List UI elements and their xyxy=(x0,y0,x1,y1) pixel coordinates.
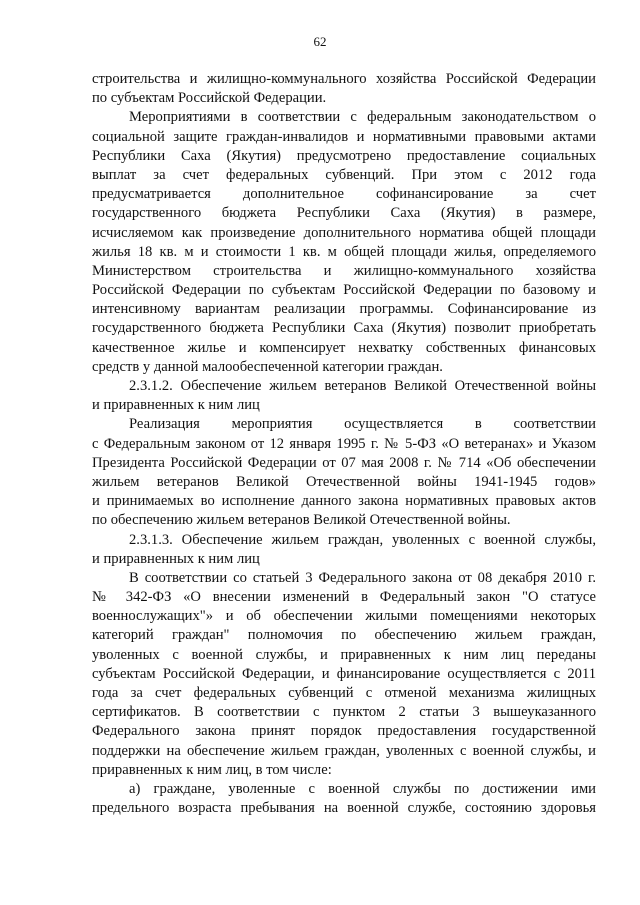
text-line: по обеспечению жильем ветеранов Великой Отечественной войны. xyxy=(92,512,511,529)
text-line: № 342-ФЗ «О внесении изменений в Федеральный закон "О статусе xyxy=(92,589,596,606)
text-line: субъектам Российской Федерации, и финансирование осуществляется с 2011 xyxy=(92,665,596,682)
text-line: социальной защите граждан-инвалидов и нормативными правовыми актами xyxy=(92,128,596,145)
text-line: Российской Федерации по субъектам Российской Федерации по базовому и xyxy=(92,282,596,299)
text-line: поддержки на обеспечение жильем граждан, уволенных с военной службы, и xyxy=(92,742,596,759)
text-line: государственного бюджета Республики Саха (Якутия) позволит приобретать xyxy=(92,320,596,337)
text-line: интенсивному вариантам реализации программы. Софинансирование из xyxy=(92,301,596,318)
text-line: исчисляемом как произведение дополнительного норматива общей площади xyxy=(92,224,596,241)
text-line: сертификатов. В соответствии с пунктом 2 статьи 3 вышеуказанного xyxy=(92,704,596,721)
text-line: качественное жилье и компенсирует нехватку собственных финансовых xyxy=(92,339,596,356)
text-line: категорий граждан" полномочия по обеспечению жильем граждан, xyxy=(92,627,596,644)
text-line: государственного бюджета Республики Саха (Якутия) в размере, xyxy=(92,205,596,222)
text-line: Президента Российской Федерации от 07 мая 2008 г. № 714 «Об обеспечении xyxy=(92,454,596,471)
text-line: приравненных к ним лиц, в том числе: xyxy=(92,761,332,778)
text-line: строительства и жилищно-коммунального хозяйства Российской Федерации xyxy=(92,71,596,87)
text-line: и приравненных к ним лиц xyxy=(92,550,260,567)
text-line: а) граждане, уволенные с военной службы по достижении ими xyxy=(129,780,596,797)
text-line: Республики Саха (Якутия) предусмотрено предоставление социальных xyxy=(92,147,596,164)
body-text xyxy=(92,70,596,818)
text-line: Мероприятиями в соответствии с федеральным законодательством о xyxy=(129,109,596,126)
text-line: предельного возраста пребывания на военной службе, состоянию здоровья xyxy=(92,800,596,817)
text-line: средств у данной малообеспеченной категории граждан. xyxy=(92,358,443,375)
text-line: военнослужащих"» и об обеспечении жилыми помещениями некоторых xyxy=(92,608,596,625)
text-line: и приравненных к ним лиц xyxy=(92,397,260,414)
text-line: жилья 18 кв. м и стоимости 1 кв. м общей площади жилья, определяемого xyxy=(92,243,596,260)
text-line: жильем ветеранов Великой Отечественной войны 1941-1945 годов» xyxy=(92,473,596,490)
text-line: выплат за счет федеральных субвенций. При этом с 2012 года xyxy=(92,166,596,183)
text-line: уволенных с военной службы, и приравненных к ним лиц переданы xyxy=(92,646,596,663)
text-line: 2.3.1.3. Обеспечение жильем граждан, уволенных с военной службы, xyxy=(129,531,596,548)
text-line: 2.3.1.2. Обеспечение жильем ветеранов Великой Отечественной войны xyxy=(129,378,596,394)
text-line: Федерального закона принят порядок предоставления государственной xyxy=(92,723,596,740)
text-line: Министерством строительства и жилищно-коммунального хозяйства xyxy=(92,262,596,279)
page-number: 62 xyxy=(313,34,327,49)
text-line: Реализация мероприятия осуществляется в соответствии xyxy=(129,416,596,433)
text-line: и принимаемых во исполнение данного закона нормативных правовых актов xyxy=(92,493,596,510)
text-line: В соответствии со статьей 3 Федерального закона от 08 декабря 2010 г. xyxy=(129,569,596,586)
text-line: года за счет федеральных субвенций с отменой механизма жилищных xyxy=(92,685,596,701)
text-line: по субъектам Российской Федерации. xyxy=(92,90,327,107)
text-line: с Федеральным законом от 12 января 1995 г. № 5-ФЗ «О ветеранах» и Указом xyxy=(92,435,596,452)
text-line: предусматривается дополнительное софинансирование за счет xyxy=(92,186,596,203)
